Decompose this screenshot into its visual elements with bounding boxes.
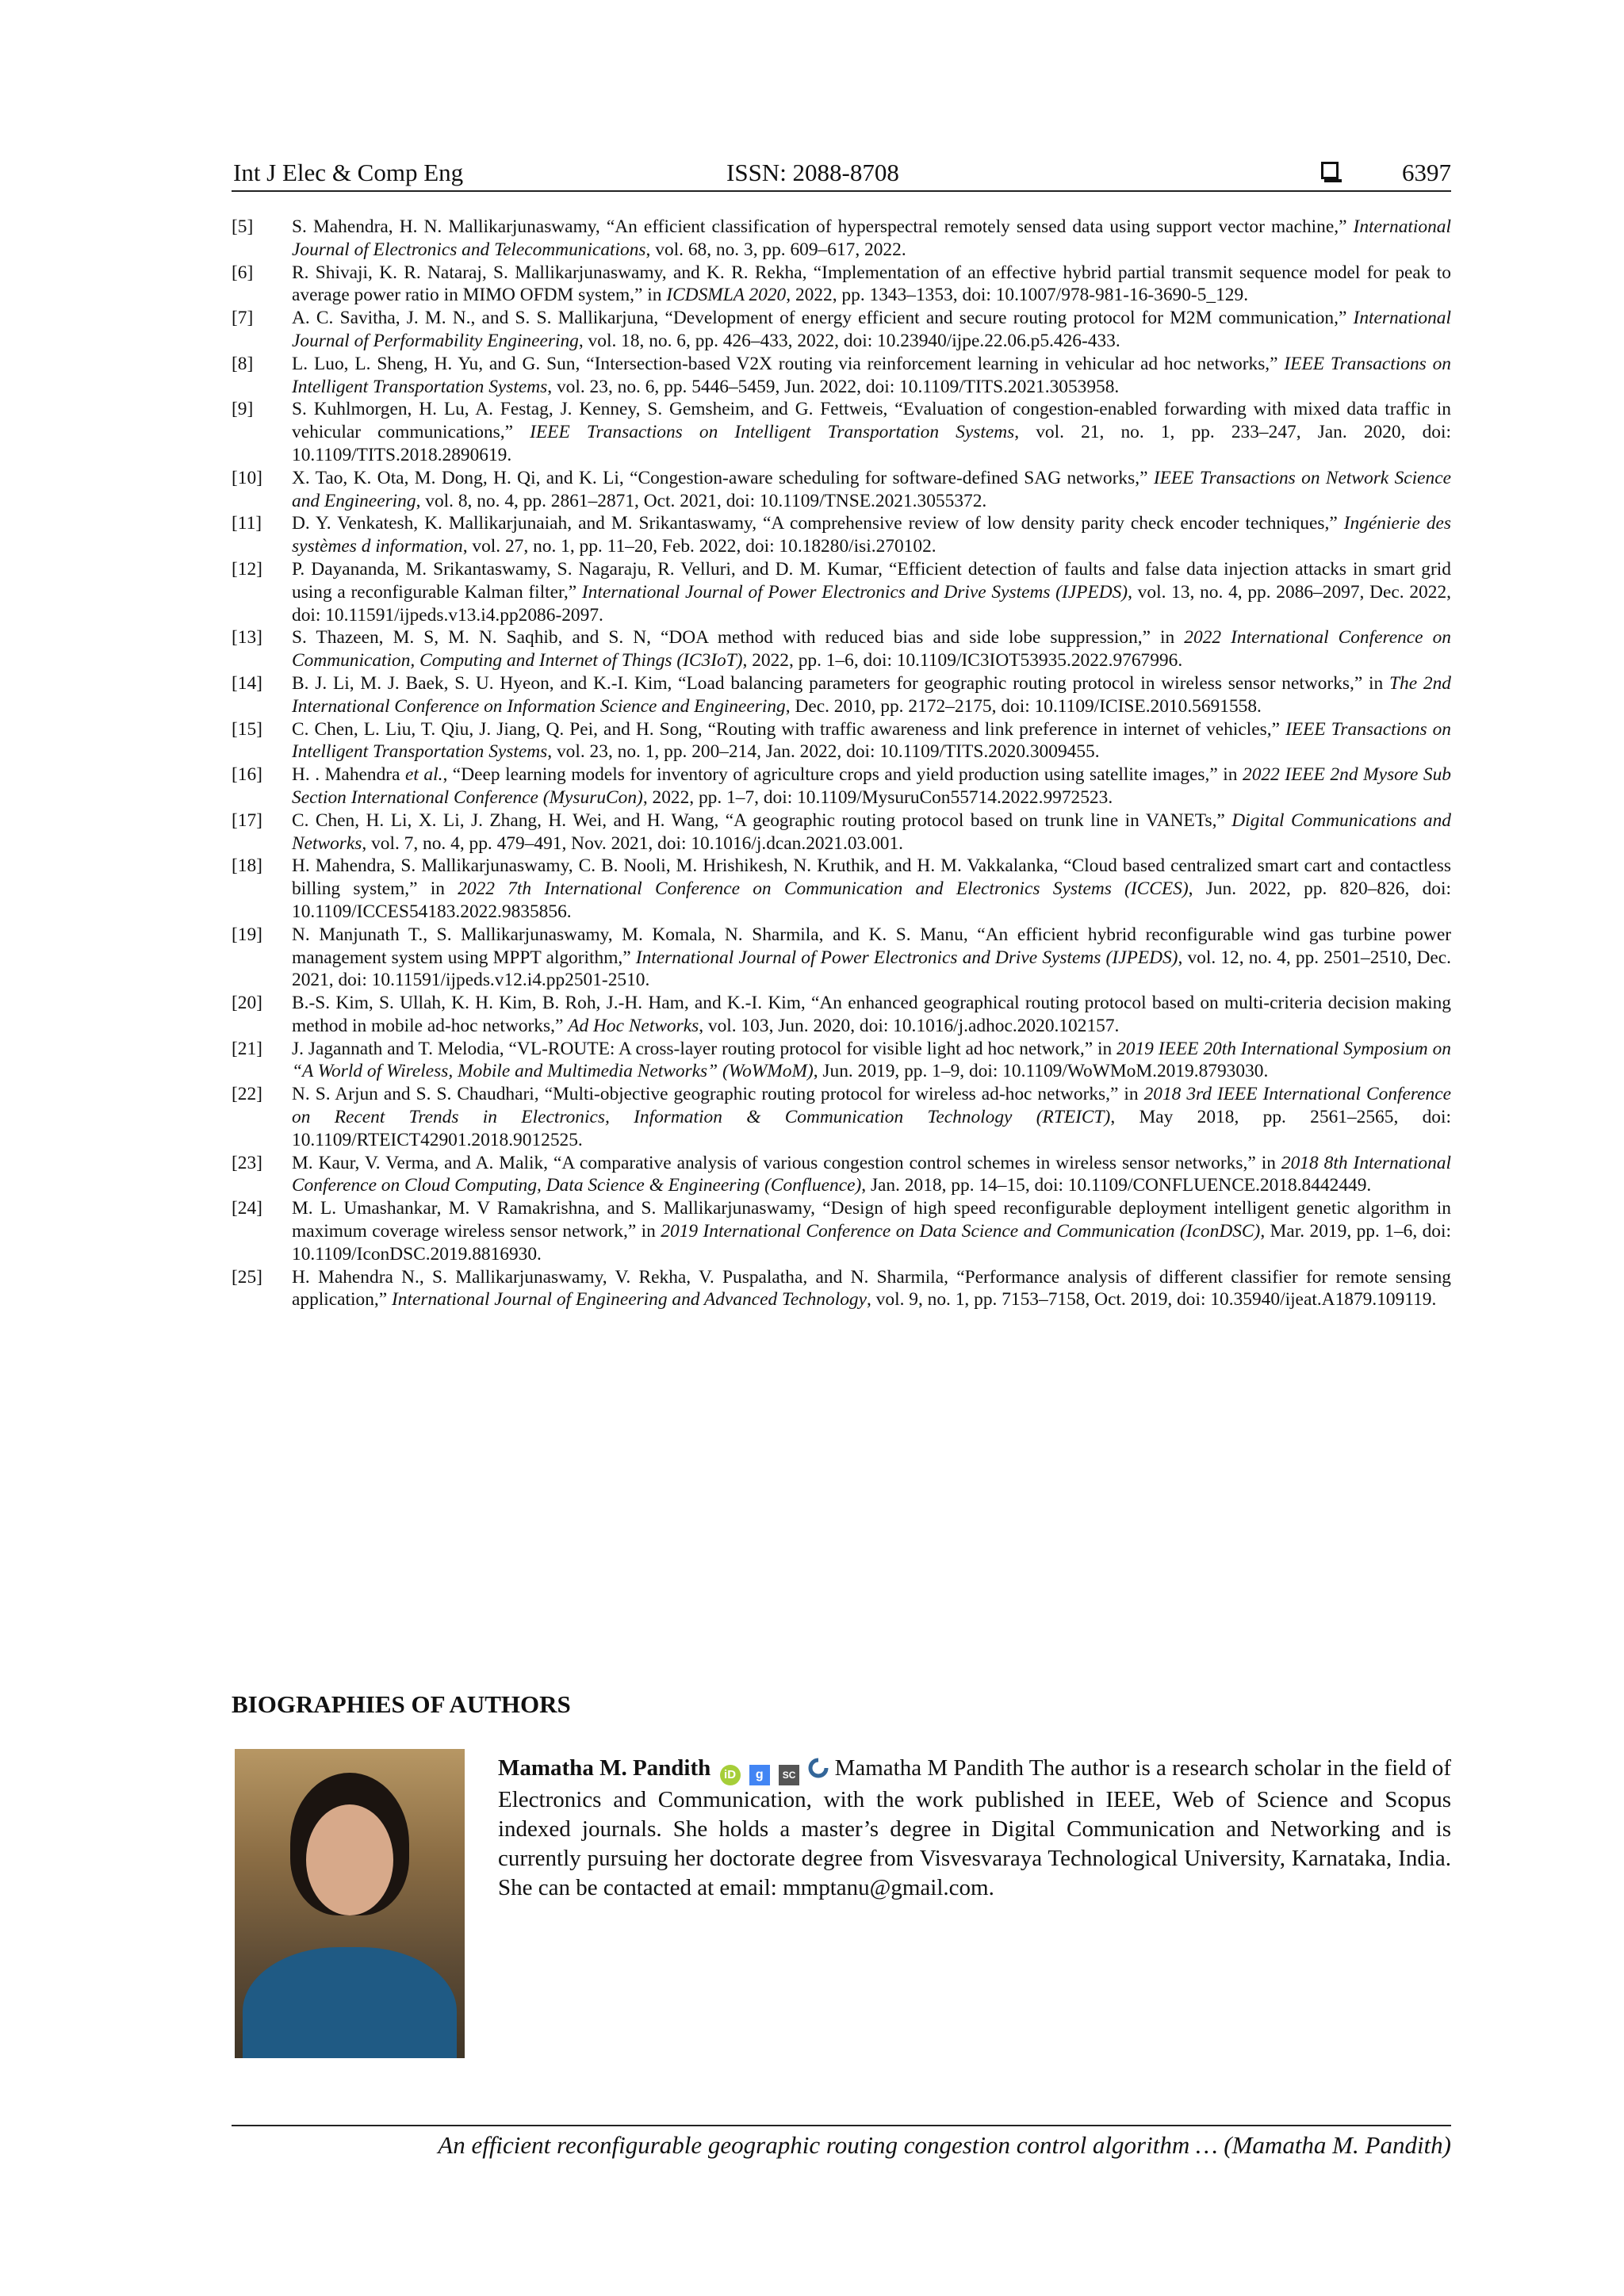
reference-number: [19] xyxy=(232,924,262,945)
square-icon xyxy=(1321,162,1339,179)
reference-item xyxy=(232,626,1451,672)
biographies-heading: BIOGRAPHIES OF AUTHORS xyxy=(232,1690,571,1718)
reference-text: N. S. Arjun and S. S. Chaudhari, “Multi-objective geographic routing protocol for wireless ad-hoc networks,” in 2018 3rd IEEE International Conference on Recent Trends in Electronics, Information & Communication Technology (RTEICT), May 2018, pp. 2561–2565, doi: 10.1109/RTEICT42901.2018.9012525. xyxy=(292,1084,1451,1150)
reference-item xyxy=(232,924,1451,992)
reference-item xyxy=(232,718,1451,764)
reference-item xyxy=(232,558,1451,626)
footer-title: An efficient reconfigurable geographic routing congestion control algorithm … (Mamatha M. Pandith) xyxy=(438,2131,1451,2159)
reference-text: J. Jagannath and T. Melodia, “VL-ROUTE: A cross-layer routing protocol for visible light ad hoc network,” in 2019 IEEE 20th International Symposium on “A World of Wireless, Mobile and Multimedia Networks” (WoWMoM), Jun. 2019, pp. 1–9, doi: 10.1109/WoWMoM.2019.8793030. xyxy=(292,1038,1451,1082)
author-bio xyxy=(498,1754,1451,1903)
page-footer xyxy=(232,2125,1451,2169)
reference-text: P. Dayananda, M. Srikantaswamy, S. Nagaraju, R. Velluri, and D. M. Kumar, “Efficient detection of faults and false data injection attacks in smart grid using a reconfigurable Kalman filter,” International Journal of Power Electronics and Drive Systems (IJPEDS), vol. 13, no. 4, pp. 2086–2097, Dec. 2022, doi: 10.11591/ijpeds.v13.i4.pp2086-2097. xyxy=(292,558,1451,626)
reference-number: [23] xyxy=(232,1152,262,1173)
issn-label: ISSN: 2088-8708 xyxy=(726,159,899,186)
scopus-icon[interactable]: SC xyxy=(779,1765,799,1785)
page-header xyxy=(232,155,1451,192)
author-photo-face xyxy=(306,1804,393,1915)
reference-number: [5] xyxy=(232,216,254,237)
reference-number: [15] xyxy=(232,718,262,740)
reference-text: B. J. Li, M. J. Baek, S. U. Hyeon, and K.-I. Kim, “Load balancing parameters for geographic routing protocol in wireless sensor networks,” in The 2nd International Conference on Information Science and Engineering, Dec. 2010, pp. 2172–2175, doi: 10.1109/ICISE.2010.5691558. xyxy=(292,672,1451,717)
reference-number: [18] xyxy=(232,855,262,877)
reference-item xyxy=(232,307,1451,353)
publons-icon[interactable] xyxy=(808,1758,829,1778)
reference-text: N. Manjunath T., S. Mallikarjunaswamy, M. Komala, N. Sharmila, and K. S. Manu, “An efficient hybrid reconfigurable wind gas turbine power management system using MPPT algorithm,” International Journal of Power Electronics and Drive Systems (IJPEDS), vol. 12, no. 4, pp. 2501–2510, Dec. 2021, doi: 10.11591/ijpeds.v12.i4.pp2501-2510. xyxy=(292,924,1451,991)
author-photo-body xyxy=(243,1947,457,2058)
reference-number: [25] xyxy=(232,1266,262,1288)
reference-item xyxy=(232,1038,1451,1084)
reference-text: H. Mahendra, S. Mallikarjunaswamy, C. B. Nooli, M. Hrishikesh, N. Kruthik, and H. M. Vakkalanka, “Cloud based centralized smart cart and contactless billing system,” in 2022 7th International Conference on Communication and Electronics Systems (ICCES), Jun. 2022, pp. 820–826, doi: 10.1109/ICCES54183.2022.9835856. xyxy=(292,855,1451,922)
reference-number: [24] xyxy=(232,1198,262,1219)
author-bio-text: Mamatha M Pandith The author is a research scholar in the field of Electronics and Communication, with the work published in IEEE, Web of Science and Scopus indexed journals. She holds a master’s degree in Digital Communication and Networking and is currently pursuing her doctorate degree from Visvesvaraya Technological University, Karnataka, India. She can be contacted at email: mmptanu@gmail.com. xyxy=(498,1755,1452,1900)
reference-text: L. Luo, L. Sheng, H. Yu, and G. Sun, “Intersection-based V2X routing via reinforcement learning in vehicular ad hoc networks,” IEEE Transactions on Intelligent Transportation Systems, vol. 23, no. 6, pp. 5446–5459, Jun. 2022, doi: 10.1109/TITS.2021.3053958. xyxy=(292,353,1452,397)
journal-name: Int J Elec & Comp Eng xyxy=(233,159,464,186)
reference-number: [20] xyxy=(232,993,262,1014)
reference-item xyxy=(232,1083,1451,1151)
reference-item xyxy=(232,262,1451,308)
page-number: 6397 xyxy=(1402,159,1451,186)
reference-item xyxy=(232,398,1451,466)
reference-text: S. Mahendra, H. N. Mallikarjunaswamy, “An efficient classification of hyperspectral remotely sensed data using support vector machine,” International Journal of Electronics and Telecommunications, vol. 68, no. 3, pp. 609–617, 2022. xyxy=(292,216,1451,260)
google-scholar-icon[interactable]: g xyxy=(749,1765,770,1785)
reference-text: R. Shivaji, K. R. Nataraj, S. Mallikarjunaswamy, and K. R. Rekha, “Implementation of an effective hybrid partial transmit sequence model for peak to average power ratio in MIMO OFDM system,” in ICDSMLA 2020, 2022, pp. 1343–1353, doi: 10.1007/978-981-16-3690-5_129. xyxy=(292,262,1451,306)
reference-item xyxy=(232,809,1451,855)
reference-item xyxy=(232,672,1451,718)
reference-list xyxy=(232,216,1451,1311)
reference-number: [10] xyxy=(232,467,262,488)
reference-text: S. Thazeen, M. S, M. N. Saqhib, and S. N, “DOA method with reduced bias and side lobe suppression,” in 2022 International Conference on Communication, Computing and Internet of Things (IC3IoT), 2022, pp. 1–6, doi: 10.1109/IC3IOT53935.2022.9767996. xyxy=(292,627,1451,672)
reference-number: [21] xyxy=(232,1038,262,1059)
reference-number: [14] xyxy=(232,672,262,694)
reference-item xyxy=(232,216,1451,262)
reference-number: [13] xyxy=(232,627,262,649)
reference-number: [17] xyxy=(232,809,262,831)
reference-number: [9] xyxy=(232,399,254,420)
reference-text: S. Kuhlmorgen, H. Lu, A. Festag, J. Kenney, S. Gemsheim, and G. Fettweis, “Evaluation of congestion-enabled forwarding with mixed data traffic in vehicular communications,” IEEE Transactions on Intelligent Transportation Systems, vol. 21, no. 1, pp. 233–247, Jan. 2020, doi: 10.1109/TITS.2018.2890619. xyxy=(292,399,1451,465)
reference-item xyxy=(232,855,1451,923)
reference-item xyxy=(232,992,1451,1038)
reference-text: C. Chen, L. Liu, T. Qiu, J. Jiang, Q. Pei, and H. Song, “Routing with traffic awareness and link preference in internet of vehicles,” IEEE Transactions on Intelligent Transportation Systems, vol. 23, no. 1, pp. 200–214, Jan. 2022, doi: 10.1109/TITS.2020.3009455. xyxy=(292,718,1451,763)
reference-text: B.-S. Kim, S. Ullah, K. H. Kim, B. Roh, J.-H. Ham, and K.-I. Kim, “An enhanced geographical routing protocol based on multi-criteria decision making method in mobile ad-hoc networks,” Ad Hoc Networks, vol. 103, Jun. 2020, doi: 10.1016/j.adhoc.2020.102157. xyxy=(292,993,1451,1036)
reference-text: H. . Mahendra et al., “Deep learning models for inventory of agriculture crops and yield production using satellite images,” in 2022 IEEE 2nd Mysore Sub Section International Conference (MysuruCon), 2022, pp. 1–7, doi: 10.1109/MysuruCon55714.2022.9972523. xyxy=(292,764,1451,808)
reference-item xyxy=(232,512,1451,558)
reference-number: [16] xyxy=(232,764,262,786)
reference-item xyxy=(232,467,1451,513)
reference-number: [8] xyxy=(232,353,254,374)
author-name: Mamatha M. Pandith xyxy=(498,1755,711,1781)
reference-number: [11] xyxy=(232,513,262,534)
reference-text: D. Y. Venkatesh, K. Mallikarjunaiah, and M. Srikantaswamy, “A comprehensive review of low density parity check encoder techniques,” Ingénierie des systèmes d information, vol. 27, no. 1, pp. 11–20, Feb. 2022, doi: 10.18280/isi.270102. xyxy=(292,513,1451,557)
reference-text: M. L. Umashankar, M. V Ramakrishna, and S. Mallikarjunaswamy, “Design of high speed reconfigurable deployment intelligent genetic algorithm in maximum coverage wireless sensor network,” in 2019 International Conference on Data Science and Communication (IconDSC), Mar. 2019, pp. 1–6, doi: 10.1109/IconDSC.2019.8816930. xyxy=(292,1198,1451,1265)
reference-text: X. Tao, K. Ota, M. Dong, H. Qi, and K. Li, “Congestion-aware scheduling for software-defined SAG networks,” IEEE Transactions on Network Science and Engineering, vol. 8, no. 4, pp. 2861–2871, Oct. 2021, doi: 10.1109/TNSE.2021.3055372. xyxy=(292,467,1451,511)
reference-item xyxy=(232,1266,1451,1312)
reference-number: [7] xyxy=(232,308,254,329)
reference-text: A. C. Savitha, J. M. N., and S. S. Mallikarjuna, “Development of energy efficient and secure routing protocol for M2M communication,” International Journal of Performability Engineering, vol. 18, no. 6, pp. 426–433, 2022, doi: 10.23940/ijpe.22.06.p5.426-433. xyxy=(292,308,1451,351)
author-photo xyxy=(235,1749,465,2058)
reference-number: [12] xyxy=(232,558,262,580)
reference-number: [22] xyxy=(232,1084,262,1105)
reference-text: H. Mahendra N., S. Mallikarjunaswamy, V. Rekha, V. Puspalatha, and N. Sharmila, “Performance analysis of different classifier for remote sensing application,” International Journal of Engineering and Advanced Technology, vol. 9, no. 1, pp. 7153–7158, Oct. 2019, doi: 10.35940/ijeat.A1879.109119. xyxy=(292,1266,1451,1311)
reference-item xyxy=(232,353,1451,399)
reference-text: M. Kaur, V. Verma, and A. Malik, “A comparative analysis of various congestion control schemes in wireless sensor networks,” in 2018 8th International Conference on Cloud Computing, Data Science & Engineering (Confluence), Jan. 2018, pp. 14–15, doi: 10.1109/CONFLUENCE.2018.8442449. xyxy=(292,1152,1451,1196)
orcid-icon[interactable]: iD xyxy=(720,1765,741,1785)
reference-number: [6] xyxy=(232,262,254,283)
reference-text: C. Chen, H. Li, X. Li, J. Zhang, H. Wei, and H. Wang, “A geographic routing protocol based on trunk line in VANETs,” Digital Communications and Networks, vol. 7, no. 4, pp. 479–491, Nov. 2021, doi: 10.1016/j.dcan.2021.03.001. xyxy=(292,809,1451,854)
reference-item xyxy=(232,1197,1451,1265)
reference-item xyxy=(232,1152,1451,1198)
reference-item xyxy=(232,763,1451,809)
